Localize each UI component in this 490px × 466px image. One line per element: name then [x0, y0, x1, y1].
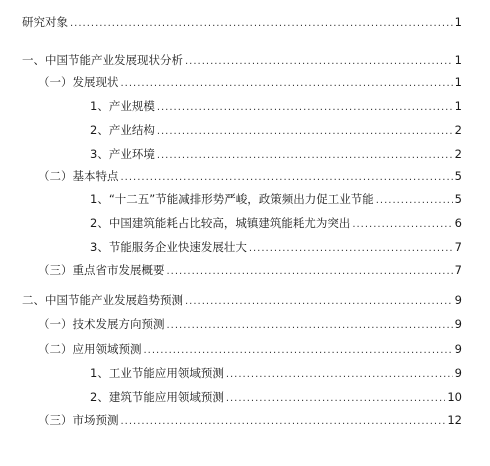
toc-entry-title: 二、中国节能产业发展趋势预测 — [22, 293, 183, 307]
toc-entry-page-number: 6 — [454, 216, 462, 230]
toc-entry[interactable] — [22, 13, 462, 31]
toc-entry[interactable] — [38, 167, 462, 185]
toc-entry-title: 一、中国节能产业发展现状分析 — [22, 53, 183, 67]
toc-entry[interactable] — [38, 340, 462, 358]
toc-entry-page-number: 2 — [454, 147, 462, 161]
toc-entry[interactable] — [90, 121, 462, 139]
toc-entry-page-number: 9 — [454, 342, 462, 356]
toc-entry-page-number: 12 — [447, 413, 462, 427]
dot-leader — [121, 75, 453, 93]
toc-entry-page-number: 9 — [454, 317, 462, 331]
dot-leader — [249, 240, 453, 258]
toc-entry-title: 研究对象 — [22, 15, 68, 29]
toc-entry-page-number: 9 — [454, 366, 462, 380]
dot-leader — [376, 192, 453, 210]
toc-entry[interactable] — [90, 388, 462, 406]
toc-entry-page-number: 5 — [454, 169, 462, 183]
dot-leader — [167, 317, 453, 335]
toc-entry-page-number: 5 — [454, 192, 462, 206]
dot-leader — [121, 413, 446, 431]
toc-entry[interactable] — [90, 145, 462, 163]
toc-entry[interactable] — [90, 190, 462, 208]
dot-leader — [157, 147, 453, 165]
toc-entry-title: 1、工业节能应用领域预测 — [90, 366, 224, 380]
toc-entry-title: 2、建筑节能应用领域预测 — [90, 390, 224, 404]
dot-leader — [121, 169, 453, 187]
toc-entry-page-number: 9 — [454, 293, 462, 307]
toc-entry-page-number: 2 — [454, 123, 462, 137]
toc-entry[interactable] — [38, 73, 462, 91]
dot-leader — [144, 342, 453, 360]
toc-entry-title: （一）发展现状 — [38, 75, 119, 89]
toc-entry[interactable] — [22, 51, 462, 69]
toc-entry-title: （二）应用领域预测 — [38, 342, 142, 356]
dot-leader — [185, 293, 453, 311]
toc-entry[interactable] — [90, 214, 462, 232]
toc-entry-title: （二）基本特点 — [38, 169, 119, 183]
toc-entry-page-number: 1 — [454, 99, 462, 113]
dot-leader — [185, 53, 453, 71]
toc-entry-title: 3、节能服务企业快速发展壮大 — [90, 240, 247, 254]
dot-leader — [226, 366, 453, 384]
dot-leader — [70, 15, 453, 33]
toc-entry[interactable] — [38, 315, 462, 333]
toc-entry-title: （三）市场预测 — [38, 413, 119, 427]
dot-leader — [352, 216, 452, 234]
toc-entry-title: （一）技术发展方向预测 — [38, 317, 165, 331]
toc-entry[interactable] — [22, 291, 462, 309]
toc-entry[interactable] — [90, 238, 462, 256]
dot-leader — [167, 263, 453, 281]
toc-entry-title: 1、“十二五”节能减排形势严峻，政策频出力促工业节能 — [90, 192, 374, 206]
toc-entry-title: 2、中国建筑能耗占比较高，城镇建筑能耗尤为突出 — [90, 216, 351, 230]
toc-entry-title: 3、产业环境 — [90, 147, 155, 161]
toc-entry-title: 2、产业结构 — [90, 123, 155, 137]
toc-entry-page-number: 1 — [454, 75, 462, 89]
toc-entry-page-number: 10 — [447, 390, 462, 404]
dot-leader — [157, 99, 453, 117]
dot-leader — [157, 123, 453, 141]
toc-entry-page-number: 7 — [454, 263, 462, 277]
toc-entry-page-number: 1 — [454, 53, 462, 67]
toc-entry-title: 1、产业规模 — [90, 99, 155, 113]
toc-entry-page-number: 7 — [454, 240, 462, 254]
toc-entry-page-number: 1 — [454, 15, 462, 29]
toc-entry[interactable] — [38, 411, 462, 429]
dot-leader — [226, 390, 446, 408]
toc-entry-title: （三）重点省市发展概要 — [38, 263, 165, 277]
toc-entry[interactable] — [90, 97, 462, 115]
toc-entry[interactable] — [38, 261, 462, 279]
toc-entry[interactable] — [90, 364, 462, 382]
